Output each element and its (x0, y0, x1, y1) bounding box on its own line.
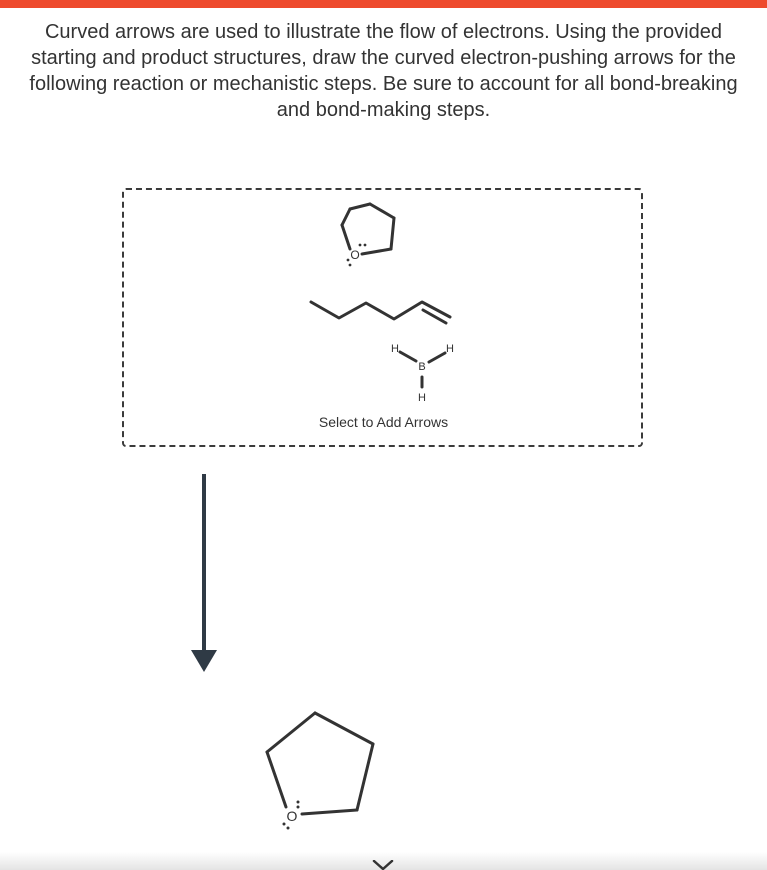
product-lone-pairs (283, 801, 300, 830)
thf-oxygen-label: O (350, 248, 360, 262)
add-arrows-prompt: Select to Add Arrows (318, 414, 449, 430)
borane-h-right: H (446, 343, 454, 355)
chevron-down-icon[interactable] (372, 860, 394, 870)
product-oxygen-label: O (286, 808, 298, 824)
borane-boron: B (418, 361, 426, 373)
thf-product (267, 713, 373, 814)
borane-h-bottom: H (418, 392, 426, 404)
down-arrow-icon (191, 474, 217, 672)
instructions-text: Curved arrows are used to illustrate the flow of electrons. Using the provided starting and product structures, draw the curved electron-pushing arrows for the following reaction or mechanistic steps. Be sure to account for all bond-breaking and bond-making steps. (29, 21, 738, 121)
reaction-box[interactable] (122, 188, 643, 447)
borane-h-left: H (391, 343, 399, 355)
top-accent-bar (0, 0, 767, 8)
